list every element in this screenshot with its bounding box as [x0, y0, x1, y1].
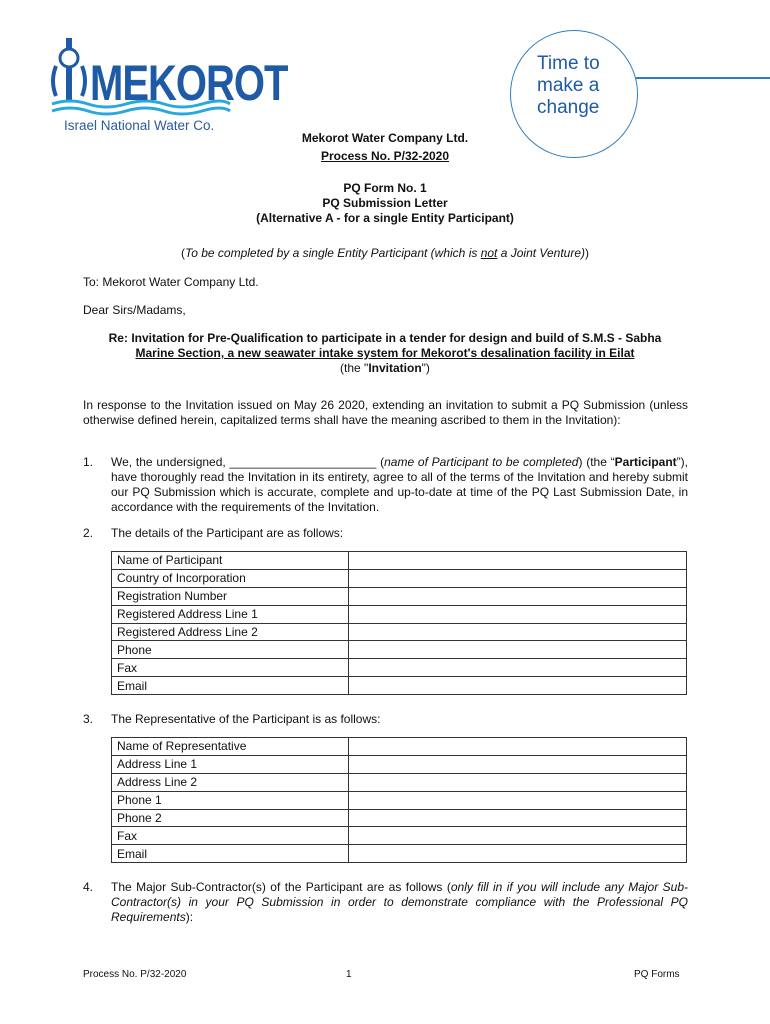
slogan-rule [636, 77, 770, 79]
row-label: Registration Number [112, 587, 349, 605]
intro-paragraph: In response to the Invitation issued on May 26 2020, extending an invitation to submit a PQ Submission (unless otherwise defined herein, capitalized terms shall have the meaning ascribed to them in the Invitation): [83, 398, 688, 427]
logo-subtitle: Israel National Water Co. [64, 118, 215, 133]
form-title: PQ Submission Letter [322, 196, 448, 210]
table-row [112, 569, 687, 587]
mekorot-logo [50, 36, 288, 136]
table-row [112, 738, 687, 756]
instruction-note: (To be completed by a single Entity Participant (which is not a Joint Venture)) [180, 246, 589, 260]
value-field[interactable] [349, 659, 687, 677]
row-label: Email [112, 845, 349, 863]
participant-details-table [111, 551, 687, 695]
value-field[interactable] [349, 552, 687, 570]
row-label: Fax [112, 827, 349, 845]
value-field[interactable] [349, 809, 687, 827]
value-field[interactable] [349, 773, 687, 791]
table-row [112, 827, 687, 845]
table-row [112, 623, 687, 641]
table-row [112, 773, 687, 791]
table-row [112, 755, 687, 773]
row-label: Phone 1 [112, 791, 349, 809]
logo-wordmark: MEKOROT [90, 56, 288, 111]
table-row [112, 809, 687, 827]
page-number: 1 [346, 969, 352, 980]
row-label: Phone [112, 641, 349, 659]
table-row [112, 659, 687, 677]
item-4-text: The Major Sub-Contractor(s) of the Participant are as follows (only fill in if you will include any Major Sub-Contractor(s) in your PQ Submission in order to demonstrate compliance with the Professional PQ Requirements): [111, 880, 688, 924]
form-number: PQ Form No. 1 [343, 181, 427, 195]
value-field[interactable] [349, 845, 687, 863]
table-row [112, 641, 687, 659]
row-label: Registered Address Line 2 [112, 623, 349, 641]
table-row [112, 677, 687, 695]
item-2-text: The details of the Participant are as follows: [111, 526, 344, 540]
table-row [112, 845, 687, 863]
item-4-number: 4. [83, 880, 94, 894]
row-label: Phone 2 [112, 809, 349, 827]
value-field[interactable] [349, 677, 687, 695]
footer-forms: PQ Forms [634, 969, 680, 980]
table-row [112, 605, 687, 623]
value-field[interactable] [349, 755, 687, 773]
item-1-text: We, the undersigned, ______________________ (name of Participant to be completed) (the “Participant”), have thoroughly read the Invitation in its entirety, agree to all of the terms of the Invitation and hereby submit our PQ Submission which is accurate, complete and up-to-date at time of the PQ Last Submission Date, in accordance with the requirements of the Invitation. [111, 455, 688, 514]
value-field[interactable] [349, 623, 687, 641]
row-label: Name of Representative [112, 738, 349, 756]
slogan-line-3: change [537, 97, 600, 118]
value-field[interactable] [349, 569, 687, 587]
value-field[interactable] [349, 738, 687, 756]
process-number: Process No. P/32-2020 [320, 149, 450, 163]
form-alternative: (Alternative A - for a single Entity Participant) [256, 211, 514, 225]
row-label: Country of Incorporation [112, 569, 349, 587]
footer-process: Process No. P/32-2020 [83, 969, 187, 980]
table-row [112, 587, 687, 605]
row-label: Fax [112, 659, 349, 677]
re-subject: Re: Invitation for Pre-Qualification to participate in a tender for design and build of S.M.S - Sabha Marine Section, a new seawater intake system for Mekorot's desalination facility in Eilat (the "Invitation") [108, 331, 662, 375]
item-3-text: The Representative of the Participant is as follows: [111, 712, 381, 726]
value-field[interactable] [349, 605, 687, 623]
table-row [112, 552, 687, 570]
item-2-number: 2. [83, 526, 94, 540]
value-field[interactable] [349, 587, 687, 605]
row-label: Address Line 2 [112, 773, 349, 791]
value-field[interactable] [349, 827, 687, 845]
row-label: Email [112, 677, 349, 695]
company-title: Mekorot Water Company Ltd. [301, 131, 469, 145]
value-field[interactable] [349, 791, 687, 809]
row-label: Name of Participant [112, 552, 349, 570]
slogan-line-1: Time to [537, 53, 600, 74]
row-label: Registered Address Line 1 [112, 605, 349, 623]
row-label: Address Line 1 [112, 755, 349, 773]
item-3-number: 3. [83, 712, 94, 726]
table-row [112, 791, 687, 809]
slogan-line-2: make a [537, 75, 600, 96]
representative-details-table [111, 737, 687, 863]
greeting: Dear Sirs/Madams, [83, 303, 186, 317]
item-1-number: 1. [83, 455, 94, 469]
addressee: To: Mekorot Water Company Ltd. [83, 275, 259, 289]
value-field[interactable] [349, 641, 687, 659]
